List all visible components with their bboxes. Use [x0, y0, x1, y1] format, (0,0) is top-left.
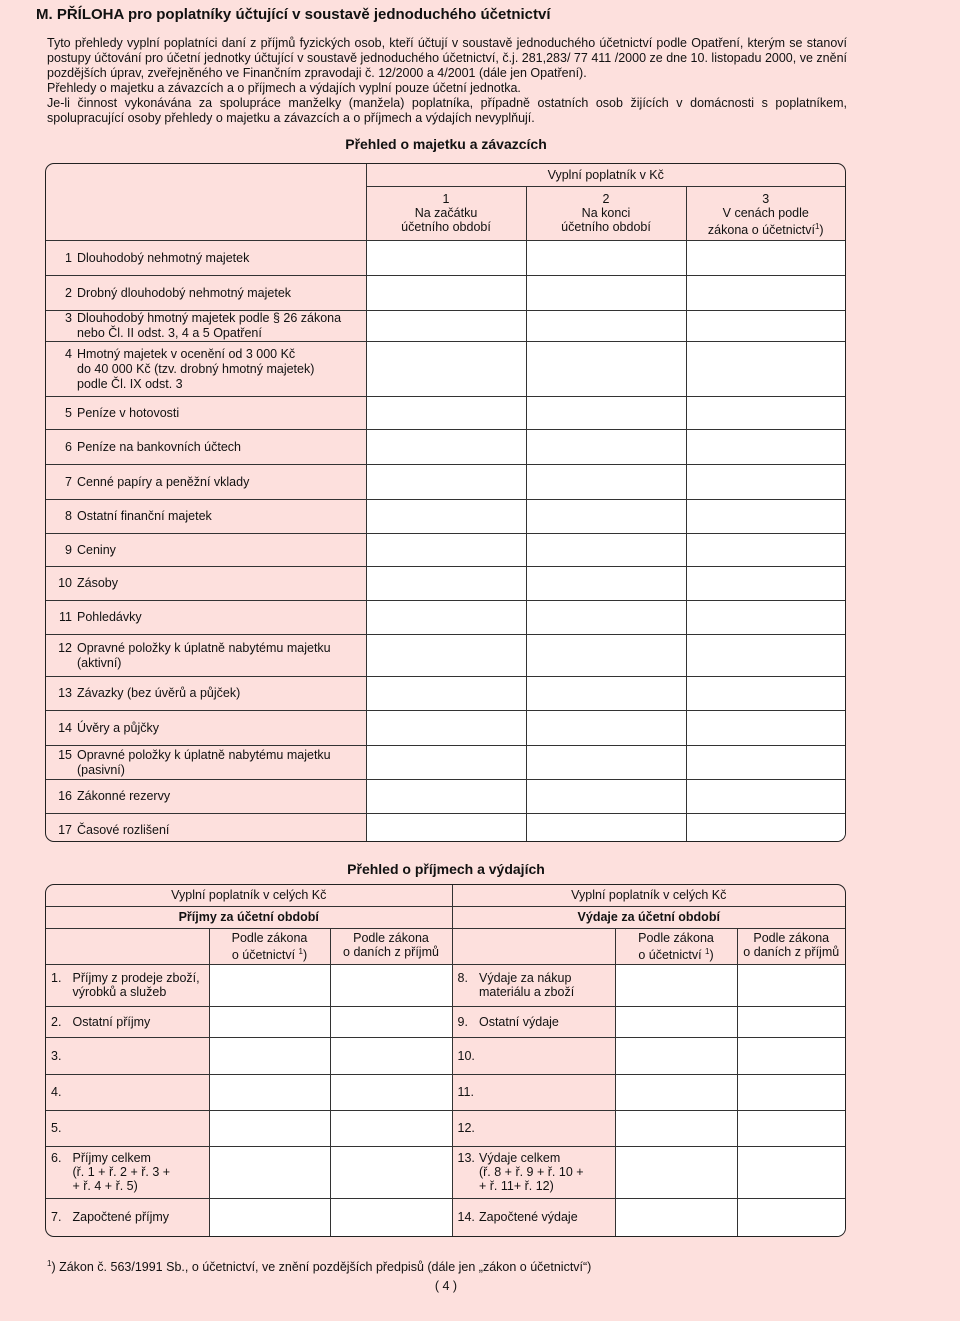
asset-row-number: 13 — [58, 686, 72, 700]
asset-value-start-input[interactable] — [366, 311, 526, 342]
expense-col-tax-law: Podle zákona o daních z příjmů — [737, 928, 845, 964]
asset-row-text: Pohledávky — [77, 610, 142, 624]
asset-row-number: 11 — [59, 610, 72, 624]
income-accounting-law-input[interactable] — [209, 1146, 330, 1198]
expense-accounting-law-input[interactable] — [615, 1146, 737, 1198]
expense-accounting-law-input[interactable] — [615, 1037, 737, 1074]
asset-row-text: Cenné papíry a peněžní vklady — [77, 474, 250, 489]
left-row-number: 5. — [51, 1121, 62, 1135]
col-number-1: 1 — [366, 186, 526, 206]
intro-text — [47, 36, 847, 126]
asset-value-start-input[interactable] — [366, 430, 526, 465]
asset-row — [46, 342, 845, 397]
right-row-number: 13. — [457, 1151, 475, 1165]
asset-value-start-input[interactable] — [366, 814, 526, 843]
income-expense-row — [46, 1037, 845, 1074]
asset-value-end-input[interactable] — [526, 276, 686, 311]
intro-paragraph: Přehledy o majetku a závazcích a o příjmech a výdajích vyplní pouze účetní jednotka. — [47, 81, 521, 95]
asset-value-end-input[interactable] — [526, 780, 686, 814]
asset-value-law-input[interactable] — [686, 500, 845, 534]
asset-value-law-input[interactable] — [686, 635, 845, 677]
asset-value-start-input[interactable] — [366, 500, 526, 534]
income-filler-note: Vyplní poplatník v celých Kč — [46, 885, 452, 906]
income-accounting-law-input[interactable] — [209, 1110, 330, 1146]
expense-accounting-law-input[interactable] — [615, 1110, 737, 1146]
asset-row-label — [46, 311, 366, 342]
expense-tax-law-input[interactable] — [737, 1198, 845, 1236]
asset-row-text: Dlouhodobý hmotný majetek podle § 26 zákona nebo Čl. II odst. 3, 4 a 5 Opatření — [77, 311, 342, 340]
asset-row-text: Dlouhodobý nehmotný majetek — [77, 250, 250, 265]
income-expense-row — [46, 1110, 845, 1146]
right-row-number: 10. — [457, 1048, 475, 1063]
income-col-accounting-law: Podle zákona o účetnictví $^1$) — [209, 928, 330, 964]
assets-section-title: Přehled o majetku a závazcích — [345, 136, 547, 152]
expense-accounting-law-input[interactable] — [615, 1006, 737, 1037]
left-row-label: 1. Příjmy z prodeje zboží, výrobků a služeb — [46, 964, 209, 1006]
asset-row-text: Zákonné rezervy — [77, 789, 171, 803]
asset-row — [46, 241, 845, 276]
asset-row — [46, 780, 845, 814]
income-expense-row — [46, 1198, 845, 1236]
expense-tax-law-input[interactable] — [737, 964, 845, 1006]
asset-row-label — [46, 635, 366, 677]
asset-value-start-input[interactable] — [366, 567, 526, 601]
left-row-number: 3. — [51, 1048, 62, 1063]
asset-row — [46, 430, 845, 465]
asset-row-number: 3 — [65, 311, 72, 325]
asset-value-law-input[interactable] — [686, 342, 845, 397]
asset-row-label — [46, 397, 366, 430]
asset-value-end-input[interactable] — [526, 635, 686, 677]
expense-tax-law-input[interactable] — [737, 1037, 845, 1074]
asset-row-text: Zásoby — [77, 576, 118, 590]
income-tax-law-input[interactable] — [330, 1006, 452, 1037]
asset-row — [46, 465, 845, 500]
income-tax-law-input[interactable] — [330, 1198, 452, 1236]
page-title: M. PŘÍLOHA pro poplatníky účtující v soustavě jednoduchého účetnictví — [36, 6, 551, 23]
income-section-title: Přehled o příjmech a výdajích — [347, 861, 545, 877]
asset-row-label — [46, 342, 366, 397]
asset-row-number: 8 — [65, 509, 72, 523]
asset-row-text: Peníze na bankovních účtech — [77, 439, 242, 454]
asset-row — [46, 276, 845, 311]
asset-value-law-input[interactable] — [686, 567, 845, 601]
right-row-number: 9. — [457, 1014, 468, 1029]
assets-table — [45, 163, 846, 842]
right-row-number: 12. — [457, 1121, 475, 1135]
expense-col-accounting-law: Podle zákona o účetnictví $^1$) — [615, 928, 737, 964]
intro-paragraph: Je-li činnost vykonávána za spolupráce manželky (manžela) poplatníka, případně ostatních osob žijících v domácnosti s poplatníkem, spolupracující osoby přehledy o majetku a závazcích a o příjmech a výdajích nevyplňují. — [47, 96, 847, 125]
asset-value-start-input[interactable] — [366, 746, 526, 780]
expense-tax-law-input[interactable] — [737, 1146, 845, 1198]
asset-row-label — [46, 465, 366, 500]
expense-tax-law-input[interactable] — [737, 1110, 845, 1146]
expense-tax-law-input[interactable] — [737, 1006, 845, 1037]
income-accounting-law-input[interactable] — [209, 1074, 330, 1110]
left-row-number: 2. — [51, 1014, 62, 1029]
page-number: ( 4 ) — [434, 1279, 458, 1293]
asset-value-law-input[interactable] — [686, 430, 845, 465]
asset-row-text: Ceniny — [77, 542, 116, 557]
footnote: $^1$) Zákon č. 563/1991 Sb., o účetnictví, ve znění pozdějších předpisů (dále jen „zákon o účetnictví“) — [47, 1259, 592, 1275]
asset-value-law-input[interactable] — [686, 601, 845, 635]
asset-value-end-input[interactable] — [526, 677, 686, 711]
asset-value-end-input[interactable] — [526, 534, 686, 567]
asset-row-label — [46, 567, 366, 601]
right-row-label — [452, 1037, 615, 1074]
asset-row-number: 7 — [65, 474, 72, 489]
right-row-number: 11. — [457, 1085, 474, 1099]
right-row-label — [452, 1110, 615, 1146]
income-expense-row — [46, 1006, 845, 1037]
asset-value-end-input[interactable] — [526, 342, 686, 397]
asset-value-law-input[interactable] — [686, 465, 845, 500]
asset-value-start-input[interactable] — [366, 780, 526, 814]
asset-row — [46, 746, 845, 780]
asset-value-end-input[interactable] — [526, 465, 686, 500]
income-tax-law-input[interactable] — [330, 964, 452, 1006]
left-row-label — [46, 1037, 209, 1074]
asset-row — [46, 601, 845, 635]
asset-value-start-input[interactable] — [366, 241, 526, 276]
asset-row-number: 5 — [65, 405, 72, 420]
expense-filler-note: Vyplní poplatník v celých Kč — [452, 885, 845, 906]
asset-row-label — [46, 241, 366, 276]
asset-row — [46, 677, 845, 711]
asset-row-number: 6 — [65, 439, 72, 454]
income-expense-table — [45, 884, 846, 1237]
asset-value-end-input[interactable] — [526, 711, 686, 746]
asset-row — [46, 567, 845, 601]
asset-row-text: Hmotný majetek v ocenění od 3 000 Kč do 40 000 Kč (tzv. drobný hmotný majetek) podle Čl. IX odst. 3 — [77, 346, 315, 391]
left-row-label — [46, 1110, 209, 1146]
asset-row-text: Peníze v hotovosti — [77, 405, 180, 420]
asset-row-text: Opravné položky k úplatně nabytému majetku (aktivní) — [77, 640, 331, 670]
income-expense-row — [46, 1146, 845, 1198]
right-row-number: 14. — [457, 1210, 475, 1225]
col-number-3: 3 — [686, 186, 845, 206]
intro-paragraph: Tyto přehledy vyplní poplatníci daní z příjmů fyzických osob, kteří účtují v soustavě jednoduchého účetnictví podle Opatření, kterým se stanoví postupy účtování pro účetní jednotky účtující v soustavě jednoduchého účetnictví, č.j. 281,283/ 77 411 /2000 ze dne 10. listopadu 2000, ve znění pozdějších úprav, zveřejněného ve Finančním zpravodaji č. 12/2000 a 4/2001 (dále jen Opatření). — [47, 36, 847, 80]
asset-row-number: 17 — [58, 823, 72, 838]
expense-header: Výdaje za účetní období — [452, 906, 845, 928]
income-tax-law-input[interactable] — [330, 1110, 452, 1146]
right-row-number: 8. — [457, 971, 468, 985]
asset-row-label — [46, 780, 366, 814]
asset-value-law-input[interactable] — [686, 397, 845, 430]
asset-row-number: 9 — [65, 542, 72, 557]
left-row-label: 7. Započtené příjmy — [46, 1198, 209, 1236]
col-label-end: Na konci účetního období — [526, 206, 686, 241]
asset-value-end-input[interactable] — [526, 500, 686, 534]
asset-value-start-input[interactable] — [366, 534, 526, 567]
asset-row-label — [46, 814, 366, 843]
income-tax-law-input[interactable] — [330, 1146, 452, 1198]
asset-row-text: Ostatní finanční majetek — [77, 509, 212, 523]
asset-row-number: 14 — [58, 720, 72, 735]
asset-row — [46, 534, 845, 567]
asset-row-text: Drobný dlouhodobý nehmotný majetek — [77, 285, 292, 300]
asset-row — [46, 814, 845, 843]
asset-row-label — [46, 534, 366, 567]
asset-row-text: Závazky (bez úvěrů a půjček) — [77, 686, 241, 700]
col-label-start: Na začátku účetního období — [366, 206, 526, 241]
income-accounting-law-input[interactable] — [209, 964, 330, 1006]
income-accounting-law-input[interactable] — [209, 1198, 330, 1236]
income-col-tax-law: Podle zákona o daních z příjmů — [330, 928, 452, 964]
asset-row-number: 16 — [58, 789, 72, 803]
asset-row-number: 2 — [65, 285, 72, 300]
left-row-number: 1. — [51, 971, 62, 985]
left-row-number: 6. — [51, 1151, 62, 1165]
expense-header-blank — [452, 928, 615, 964]
assets-filler-note: Vyplní poplatník v Kč — [366, 164, 845, 186]
asset-value-law-input[interactable] — [686, 534, 845, 567]
asset-value-start-input[interactable] — [366, 635, 526, 677]
asset-value-law-input[interactable] — [686, 711, 845, 746]
asset-row-number: 12 — [58, 640, 72, 655]
right-row-label: 9. Ostatní výdaje — [452, 1006, 615, 1037]
income-accounting-law-input[interactable] — [209, 1006, 330, 1037]
left-row-label — [46, 1074, 209, 1110]
right-row-label: 8. Výdaje za nákup materiálu a zboží — [452, 964, 615, 1006]
asset-value-law-input[interactable] — [686, 276, 845, 311]
col-label-law: V cenách podle zákona o účetnictví$^1$) — [686, 206, 845, 241]
asset-value-end-input[interactable] — [526, 567, 686, 601]
asset-value-start-input[interactable] — [366, 465, 526, 500]
asset-row-label — [46, 711, 366, 746]
left-row-label: 2. Ostatní příjmy — [46, 1006, 209, 1037]
right-row-label: 13. Výdaje celkem (ř. 8 + ř. 9 + ř. 10 + + ř. 11+ ř. 12) — [452, 1146, 615, 1198]
asset-row — [46, 311, 845, 342]
asset-value-law-input[interactable] — [686, 814, 845, 843]
expense-accounting-law-input[interactable] — [615, 964, 737, 1006]
asset-value-end-input[interactable] — [526, 746, 686, 780]
income-header: Příjmy za účetní období — [46, 906, 452, 928]
asset-row-label — [46, 746, 366, 780]
asset-row-label — [46, 677, 366, 711]
asset-row — [46, 635, 845, 677]
asset-value-law-input[interactable] — [686, 746, 845, 780]
income-tax-law-input[interactable] — [330, 1074, 452, 1110]
income-header-blank — [46, 928, 209, 964]
asset-row-number: 10 — [58, 576, 72, 590]
asset-value-end-input[interactable] — [526, 311, 686, 342]
assets-header-blank — [46, 164, 366, 241]
asset-row-text: Úvěry a půjčky — [77, 720, 159, 735]
income-tax-law-input[interactable] — [330, 1037, 452, 1074]
asset-row — [46, 397, 845, 430]
asset-row-number: 4 — [65, 346, 72, 361]
asset-row — [46, 711, 845, 746]
asset-row-label — [46, 430, 366, 465]
asset-value-law-input[interactable] — [686, 677, 845, 711]
right-row-label — [452, 1074, 615, 1110]
income-expense-row — [46, 964, 845, 1006]
asset-row — [46, 500, 845, 534]
asset-value-law-input[interactable] — [686, 241, 845, 276]
income-accounting-law-input[interactable] — [209, 1037, 330, 1074]
asset-row-label — [46, 601, 366, 635]
asset-value-start-input[interactable] — [366, 677, 526, 711]
asset-row-text: Časové rozlišení — [77, 823, 170, 838]
asset-value-law-input[interactable] — [686, 780, 845, 814]
asset-value-start-input[interactable] — [366, 601, 526, 635]
left-row-number: 4. — [51, 1085, 62, 1099]
asset-row-number: 15 — [58, 747, 72, 762]
col-number-2: 2 — [526, 186, 686, 206]
asset-value-end-input[interactable] — [526, 430, 686, 465]
expense-accounting-law-input[interactable] — [615, 1198, 737, 1236]
expense-accounting-law-input[interactable] — [615, 1074, 737, 1110]
asset-value-end-input[interactable] — [526, 397, 686, 430]
asset-value-start-input[interactable] — [366, 342, 526, 397]
asset-row-label — [46, 276, 366, 311]
asset-value-start-input[interactable] — [366, 276, 526, 311]
asset-value-end-input[interactable] — [526, 814, 686, 843]
asset-value-law-input[interactable] — [686, 311, 845, 342]
asset-row-label — [46, 500, 366, 534]
asset-value-start-input[interactable] — [366, 397, 526, 430]
asset-row-text: Opravné položky k úplatně nabytému majetku (pasivní) — [77, 747, 331, 777]
left-row-label: 6. Příjmy celkem (ř. 1 + ř. 2 + ř. 3 + + ř. 4 + ř. 5) — [46, 1146, 209, 1198]
asset-row-number: 1 — [65, 250, 72, 265]
expense-tax-law-input[interactable] — [737, 1074, 845, 1110]
asset-value-end-input[interactable] — [526, 241, 686, 276]
left-row-number: 7. — [51, 1210, 62, 1225]
asset-value-start-input[interactable] — [366, 711, 526, 746]
income-expense-row — [46, 1074, 845, 1110]
right-row-label: 14. Započtené výdaje — [452, 1198, 615, 1236]
asset-value-end-input[interactable] — [526, 601, 686, 635]
